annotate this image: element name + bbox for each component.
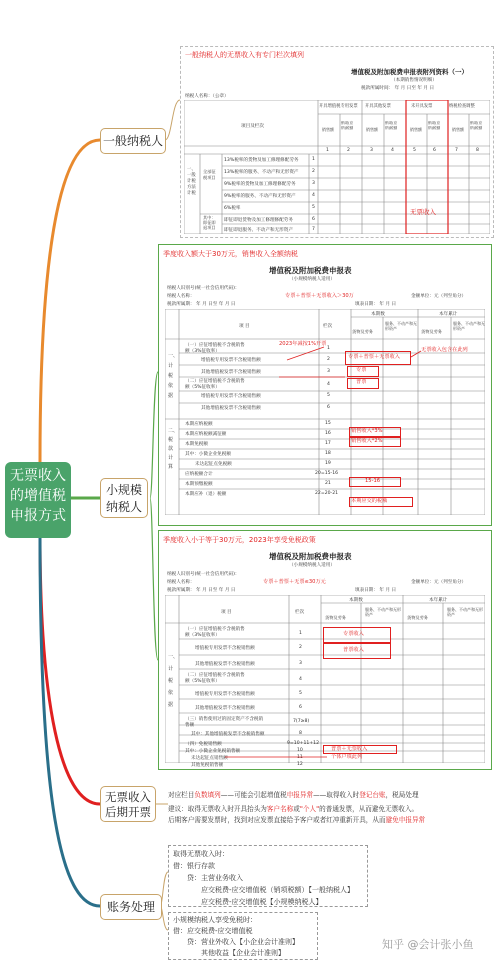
branch-later <box>100 786 156 822</box>
small1-col-goods: 货物及劳务 <box>352 329 373 334</box>
later-note-1f: 登记台账 <box>359 791 386 799</box>
small1-ann-total: 专票＋普票＋无票收入 <box>348 354 400 360</box>
small1-row-2: 增值税专用发票不含税销售额 <box>201 358 261 363</box>
small2-name-line: 纳税人名称： <box>167 580 195 585</box>
small1-col-cum: 本年累计 <box>439 312 458 317</box>
small2-arrows <box>159 531 491 769</box>
small2-row-1: （一）应征增值税不含税销售额（3%征收率） <box>185 627 245 638</box>
later-note-1a: 对应栏目 <box>168 791 195 799</box>
small1-row-19: 未达起征点免税额 <box>195 462 232 467</box>
small1-ann-diff: 15-16 <box>365 478 381 484</box>
small2-filing: 填表日期： 年 月 日 <box>355 588 397 593</box>
small2-row-4: （二）应征增值税不含税销售额（5%征收率） <box>185 673 245 684</box>
small1-col-service-cum: 服务、不动产和无形资产 <box>453 321 485 331</box>
small1-arrows <box>159 245 491 525</box>
later-note-1d: 申报异常 <box>286 791 314 799</box>
small1-row-4-no: 4 <box>327 382 330 387</box>
small1-title: 增值税及附加税费申报表 <box>269 266 352 275</box>
general-row-2-no: 2 <box>312 169 315 174</box>
general-col-num-5: 5 <box>413 148 416 153</box>
small2-id-line: 纳税人识别号(统一社会信用代码)： <box>167 572 240 577</box>
general-row-3-no: 3 <box>312 181 315 186</box>
general-row-5: 6%税率 <box>224 206 241 211</box>
small1-row-1-no: 1 <box>327 346 330 351</box>
small1-unit: 金额单位：元（列至角分） <box>411 294 467 299</box>
general-row-group1: 一、一般计税方法计税 <box>187 167 196 196</box>
acc2-line1: 小规模纳税人享受免税时： <box>173 916 257 924</box>
later-note-2c: 或 <box>293 805 300 813</box>
small2-row-9: （四）免税销售额 <box>185 742 222 747</box>
small2-row-5-no: 5 <box>299 691 302 696</box>
small1-row-15-no: 15 <box>325 421 331 426</box>
general-sub-head-2: 销项(应纳)税额 <box>341 121 354 130</box>
small1-row-4: （二）应征增值税不含税销售额（5%征收率） <box>185 379 245 390</box>
acc2-line4: 其他收益【企业会计准则】 <box>201 949 285 957</box>
small2-col-current: 本期数 <box>349 598 363 603</box>
general-col-num-3: 3 <box>370 148 373 153</box>
later-note-1b: 负数填列 <box>194 791 221 799</box>
general-row-7: 即征即退服务、不动产和无形资产 <box>224 228 293 233</box>
general-row-1: 13%税率的货物及加工修理修配劳务 <box>224 158 299 163</box>
small1-formula: 专票＋普票＋无票收入＞30万 <box>285 293 354 299</box>
later-note-2e: 的普通发票，从而避免无票收入。 <box>319 805 419 813</box>
small2-row-8-no: 8 <box>299 731 302 736</box>
small1-ann-tax3: 销售收入*3% <box>351 428 383 434</box>
general-panel-header: 一般纳税人的无票收入有专门栏次填列 <box>185 51 304 59</box>
general-col-head-3: 未开具发票 <box>411 104 433 109</box>
small1-ann-2023: 2023年减按1%开票 <box>279 341 327 347</box>
small2-col-goods: 货物及劳务 <box>325 615 346 620</box>
general-row-4: 9%税率的服务、不动产和无形资产 <box>224 194 296 199</box>
acc1-line4: 应交税费-应交增值税（销项税额）【一般纳税人】 <box>201 886 355 894</box>
small1-col-current: 本期数 <box>371 312 385 317</box>
small2-row-11-no: 11 <box>297 755 303 760</box>
small1-header: 季度收入额大于30万元，销售收入全额纳税 <box>163 250 298 258</box>
small2-formula: 专票＋普票＋无票≤30万元 <box>263 579 326 585</box>
small1-row-1: （一）应征增值税不含税销售额（3%征收率） <box>185 343 245 354</box>
later-note-3 <box>168 815 498 826</box>
general-col-num-8: 8 <box>476 148 479 153</box>
general-taxpayer-panel <box>180 46 494 238</box>
general-row-group1b: 全部征税项目 <box>203 169 216 180</box>
small1-row-22-no: 22=20-21 <box>315 491 339 496</box>
small1-row-6: 其他增值税发票不含税销售额 <box>201 406 261 411</box>
small2-row-7-no: 7(7≥8) <box>293 719 310 724</box>
branch-general: 一般纳税人 <box>100 128 166 154</box>
small1-row-16-no: 16 <box>325 431 331 436</box>
general-row-7-no: 7 <box>312 227 315 232</box>
small2-row-11: 未达起征点销售额 <box>191 756 228 761</box>
general-col-num-1: 1 <box>326 148 329 153</box>
small1-row-2-no: 2 <box>327 357 330 362</box>
small1-row-21-no: 21 <box>325 481 331 486</box>
general-col-head-1: 开具增值税专用发票 <box>319 104 358 109</box>
small2-header: 季度收入小于等于30万元，2023年享受免税政策 <box>163 536 316 544</box>
branch-small <box>100 478 148 518</box>
general-table <box>184 100 490 234</box>
small1-row-3: 其他增值税发票不含税销售额 <box>201 370 261 375</box>
general-sub-head-4: 销项(应纳)税额 <box>385 121 398 130</box>
small2-col-service-cum: 服务、不动产和无形资产 <box>447 607 483 617</box>
acc1-line5: 应交税费-应交增值税【小规模纳税人】 <box>201 898 323 906</box>
small1-side-group1: 一、计税依据 <box>168 353 179 399</box>
small2-ann-individual: 个体户填此列 <box>331 754 363 760</box>
small2-row-2-no: 2 <box>299 645 302 650</box>
small2-ann-special: 专票收入 <box>343 631 364 637</box>
small2-row-6-no: 6 <box>299 705 302 710</box>
small1-row-21: 本期预缴税额 <box>185 482 213 487</box>
general-row-4-no: 4 <box>312 193 315 198</box>
general-panel-title: 增值税及附加税费申报表附列资料（一） <box>351 68 468 76</box>
small2-row-10-no: 10 <box>297 748 303 753</box>
small1-ann-special: 专票 <box>356 367 367 373</box>
small2-side-group1: 一、计税依据 <box>168 654 179 708</box>
small2-row-12-no: 12 <box>297 762 303 767</box>
small2-col-service: 服务、不动产和无形资产 <box>365 607 401 617</box>
general-sub-head-1: 销售额 <box>322 127 334 132</box>
later-note-3a: 后期客户需要发票时，找到对应发票直接给予客户或者红冲重新开具，从而 <box>168 816 386 824</box>
connector-sub-small2 <box>150 498 158 660</box>
small1-col-goods-cum: 货物及劳务 <box>421 329 442 334</box>
general-col-project: 项目及栏次 <box>241 124 264 129</box>
small1-row-17-no: 17 <box>325 441 331 446</box>
small1-row-15: 本期应纳税额 <box>185 422 213 427</box>
small-panel-over-300k <box>158 244 492 526</box>
general-row-group2: 其中：即征即退项目 <box>203 215 216 230</box>
later-note-2 <box>168 804 498 815</box>
small2-row-12: 其他免税销售额 <box>191 763 224 768</box>
small1-row-20-no: 20=15-16 <box>315 471 339 476</box>
small2-row-2: 增值税专用发票不含税销售额 <box>195 646 255 651</box>
connector-sub-general <box>165 100 180 140</box>
small2-ann-total: 普票＋无票收入 <box>331 746 368 752</box>
small1-filing: 填表日期： 年 月 日 <box>355 302 397 307</box>
small2-unit: 金额单位：元（列至角分） <box>411 580 467 585</box>
small2-row-6: 其他增值税发票不含税销售额 <box>195 706 255 711</box>
small2-col-no: 栏次 <box>295 610 305 615</box>
acc2-line3: 贷：营业外收入【小企业会计准则】 <box>187 938 299 946</box>
later-note-3b: 避免申报异常 <box>385 816 426 824</box>
small1-ann-include: 无票收入包含在此列 <box>421 347 468 353</box>
small1-row-18: 其中：小微企业免税额 <box>185 452 231 457</box>
general-row-5-no: 5 <box>312 205 315 210</box>
general-col-head-4: 纳税检查调整 <box>449 104 475 109</box>
general-sub-head-6: 销项(应纳)税额 <box>428 121 441 130</box>
root-line2: 的增值税 <box>10 488 66 504</box>
small1-ann-payable: 本期应交的税额 <box>351 498 388 504</box>
general-sub-head-8: 销项(应纳)税额 <box>470 121 483 130</box>
small1-row-3-no: 3 <box>327 369 330 374</box>
small2-row-5: 增值税专用发票不含税销售额 <box>195 692 255 697</box>
branch-later-label: 无票收入后期开票 <box>105 790 151 819</box>
later-note-1 <box>168 790 498 801</box>
root-line1: 无票收入 <box>10 468 66 484</box>
small2-period: 税款所属期： 年 月 日至 年 月 日 <box>167 588 236 593</box>
small2-row-3-no: 3 <box>299 661 302 666</box>
general-no-invoice-annotation: 无票收入 <box>410 208 436 216</box>
general-row-1-no: 1 <box>312 157 315 162</box>
small1-row-5-no: 5 <box>327 393 330 398</box>
small1-side-group2: 二、税款计算 <box>168 428 179 470</box>
acc1-line3: 贷：主营业务收入 <box>187 874 243 882</box>
small1-row-20: 应纳税额合计 <box>185 472 213 477</box>
general-row-6: 即征即退货物及加工修理修配劳务 <box>224 218 293 223</box>
small1-name-line: 纳税人名称： <box>167 294 195 299</box>
connector-sub-small1 <box>150 372 158 498</box>
later-note-1c: ——可能会引起增值税 <box>220 791 287 799</box>
later-notes <box>168 790 498 826</box>
small2-row-7: （三）销售使用过的固定资产不含税销售额 <box>185 717 264 728</box>
small1-row-6-no: 6 <box>327 405 330 410</box>
later-note-1g: ，税局处理 <box>385 791 419 799</box>
watermark: 知乎 @会计张小鱼 <box>382 938 474 951</box>
small1-row-17: 本期免税额 <box>185 442 208 447</box>
general-col-num-7: 7 <box>455 148 458 153</box>
small1-row-22: 本期应补（退）税额 <box>185 492 227 497</box>
accounting-box-income <box>168 845 368 907</box>
small1-col-service: 服务、不动产和无形资产 <box>385 321 417 331</box>
acc1-line1: 取得无票收入时： <box>173 850 229 858</box>
branch-accounting: 账务处理 <box>100 894 162 920</box>
small2-row-4-no: 4 <box>299 677 302 682</box>
later-note-1e: ——取得收入时 <box>313 791 360 799</box>
small1-col-project: 项 目 <box>239 324 250 329</box>
small2-row-10: 其中：小微企业免税销售额 <box>185 749 241 754</box>
small1-row-16: 本期应纳税额减征额 <box>185 432 227 437</box>
later-note-2d: "个人" <box>299 805 320 813</box>
small2-col-cum: 本年累计 <box>429 598 448 603</box>
general-sub-head-3: 销售额 <box>366 127 378 132</box>
small1-subtitle: （小规模纳税人适用） <box>289 277 335 282</box>
small2-col-goods-cum: 货物及劳务 <box>407 615 428 620</box>
small2-col-project: 项 目 <box>221 610 232 615</box>
root-line3: 申报方式 <box>10 508 66 524</box>
connector-accounting <box>40 534 100 906</box>
later-note-2a: 建议：取得无票收入时开具抬头为 <box>168 805 267 813</box>
small-panel-under-300k <box>158 530 492 770</box>
small2-row-3: 其他增值税发票不含税销售额 <box>195 662 255 667</box>
general-panel-subtitle: （本期销售情况明细） <box>391 78 437 83</box>
small1-id-line: 纳税人识别号(统一社会信用代码)： <box>167 286 240 291</box>
accounting-box-exempt <box>168 912 318 960</box>
general-col-num-6: 6 <box>433 148 436 153</box>
general-col-num-2: 2 <box>347 148 350 153</box>
acc2-line2: 借：应交税费-应交增值税 <box>173 927 253 935</box>
general-col-num-4: 4 <box>391 148 394 153</box>
small1-row-5: 增值税专用发票不含税销售额 <box>201 394 261 399</box>
small2-subtitle: （小规模纳税人适用） <box>289 563 335 568</box>
connector-general <box>40 140 100 462</box>
general-row-3: 9%税率的货物及加工修理修配劳务 <box>224 182 296 187</box>
small2-ann-normal: 普票收入 <box>343 647 364 653</box>
root-node <box>5 462 71 538</box>
general-sub-head-7: 销售额 <box>452 127 464 132</box>
small2-row-1-no: 1 <box>299 631 302 636</box>
general-row-6-no: 6 <box>312 217 315 222</box>
general-sub-head-5: 销售额 <box>410 127 422 132</box>
small2-row-8: 其中：其他增值税发票不含税销售额 <box>191 732 265 737</box>
small1-row-19-no: 19 <box>325 461 331 466</box>
small1-ann-normal: 普票 <box>356 379 367 385</box>
acc1-line2: 借：银行存款 <box>173 862 215 870</box>
small2-row-9-no: 9=10+11+12 <box>287 741 320 746</box>
small1-col-no: 栏次 <box>323 324 333 329</box>
branch-small-label: 小规模纳税人 <box>105 483 142 514</box>
later-note-2b: 客户名称 <box>266 805 294 813</box>
small1-ann-tax2: 销售收入*2% <box>351 438 383 444</box>
general-row-2: 13%税率的服务、不动产和无形资产 <box>224 170 299 175</box>
general-panel-taxpayer: 纳税人名称：（公章） <box>185 94 229 99</box>
small1-row-18-no: 18 <box>325 451 331 456</box>
small2-title: 增值税及附加税费申报表 <box>269 552 352 561</box>
general-panel-period: 税款所属时间： 年 月 日至 年 月 日 <box>361 86 435 91</box>
small1-period: 税款所属期： 年 月 日至 年 月 日 <box>167 302 236 307</box>
general-col-head-2: 开具其他发票 <box>365 104 391 109</box>
